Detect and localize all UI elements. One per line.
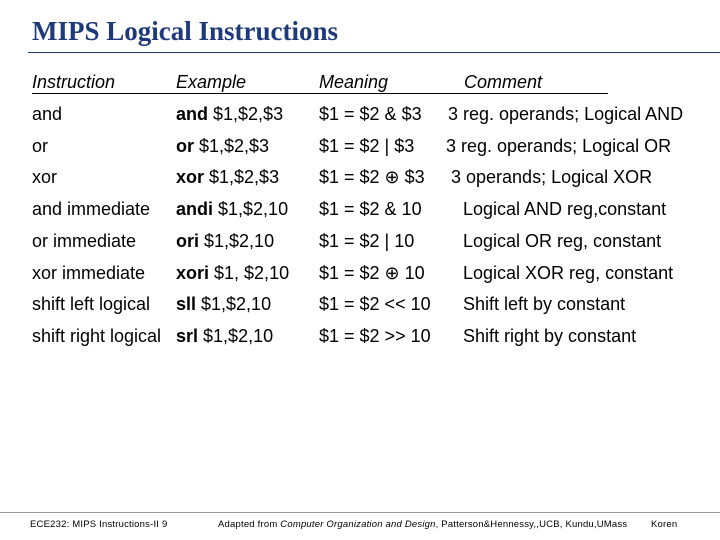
meaning: $1 = $2 ⊕ 10 <box>319 263 425 283</box>
instruction-name: xor immediate <box>32 263 146 283</box>
example-args: $1,$2,$3 <box>208 104 284 124</box>
header-meaning: Meaning <box>319 72 389 92</box>
instruction-name: and <box>32 104 63 124</box>
table-row <box>0 136 720 160</box>
footer-credit-suffix: , Patterson&Hennessy,,UCB, Kundu,UMass <box>435 519 628 530</box>
header-example: Example <box>176 72 247 92</box>
instruction-name: or <box>32 136 49 156</box>
table-row <box>0 199 720 223</box>
example-args: $1,$2,$3 <box>204 167 280 187</box>
instruction-name: shift left logical <box>32 294 151 314</box>
slide-title: MIPS Logical Instructions <box>32 16 339 46</box>
meaning: $1 = $2 & 10 <box>319 199 422 219</box>
meaning: $1 = $2 << 10 <box>319 294 431 314</box>
example-opcode: and <box>176 104 209 124</box>
example <box>176 136 269 157</box>
footer-author: Koren <box>651 519 678 530</box>
comment: 3 reg. operands; Logical AND <box>448 104 684 124</box>
title-divider <box>28 52 720 53</box>
example-opcode: xor <box>176 167 205 187</box>
comment: Logical OR reg, constant <box>463 231 662 251</box>
example-args: $1,$2,$3 <box>194 136 270 156</box>
meaning: $1 = $2 | $3 <box>319 136 415 156</box>
example <box>176 199 288 220</box>
example <box>176 104 283 125</box>
example-opcode: sll <box>176 294 197 314</box>
instruction-name: xor <box>32 167 58 187</box>
example-opcode: xori <box>176 263 210 283</box>
comment: Shift left by constant <box>463 294 626 314</box>
footer-credit-prefix: Adapted from <box>218 519 281 530</box>
table-row <box>0 104 720 128</box>
example-opcode: srl <box>176 326 199 346</box>
meaning: $1 = $2 | 10 <box>319 231 415 251</box>
example-args: $1,$2,10 <box>196 294 272 314</box>
example-args: $1,$2,10 <box>199 231 275 251</box>
table-row <box>0 231 720 255</box>
example <box>176 326 273 347</box>
table-row <box>0 263 720 287</box>
comment: Logical XOR reg, constant <box>463 263 674 283</box>
instruction-name: and immediate <box>32 199 151 219</box>
example-opcode: andi <box>176 199 214 219</box>
example-args: $1,$2,10 <box>198 326 274 346</box>
example <box>176 294 271 315</box>
footer-divider <box>0 512 720 513</box>
comment: Logical AND reg,constant <box>463 199 667 219</box>
header-underline <box>32 93 608 94</box>
example <box>176 263 289 284</box>
footer-credit-book: Computer Organization and Design <box>280 519 436 530</box>
example-opcode: ori <box>176 231 200 251</box>
meaning: $1 = $2 >> 10 <box>319 326 431 346</box>
header-comment: Comment <box>464 72 543 92</box>
example-args: $1,$2,10 <box>213 199 289 219</box>
comment: Shift right by constant <box>463 326 637 346</box>
table-row <box>0 167 720 191</box>
header-instruction: Instruction <box>32 72 116 92</box>
instruction-name: shift right logical <box>32 326 162 346</box>
meaning: $1 = $2 ⊕ $3 <box>319 167 425 187</box>
example-args: $1, $2,10 <box>209 263 290 283</box>
comment: 3 reg. operands; Logical OR <box>446 136 672 156</box>
example <box>176 231 274 252</box>
example-opcode: or <box>176 136 194 156</box>
example <box>176 167 279 188</box>
instruction-name: or immediate <box>32 231 137 251</box>
meaning: $1 = $2 & $3 <box>319 104 422 124</box>
table-row <box>0 294 720 318</box>
table-row <box>0 326 720 350</box>
footer-credit <box>218 519 627 530</box>
footer-course: ECE232: MIPS Instructions-II 9 <box>30 519 168 530</box>
comment: 3 operands; Logical XOR <box>451 167 653 187</box>
